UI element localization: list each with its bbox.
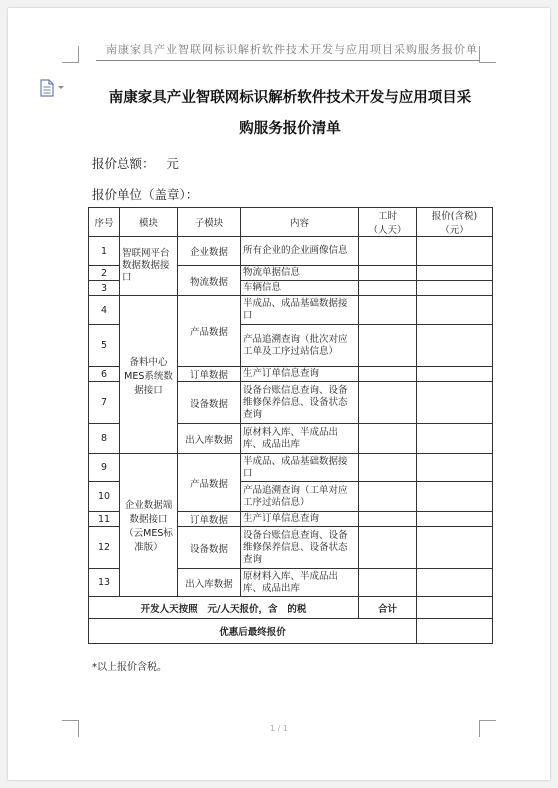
hours-cell[interactable] bbox=[359, 296, 417, 325]
final-price-cell[interactable] bbox=[417, 619, 493, 644]
running-header: 南康家具产业智联网标识解析软件技术开发与应用项目采购服务报价单 bbox=[106, 43, 478, 56]
row-seq: 12 bbox=[89, 527, 120, 569]
hours-cell[interactable] bbox=[359, 569, 417, 597]
header-price bbox=[417, 208, 493, 237]
price-cell[interactable] bbox=[417, 325, 493, 367]
submodule-cell: 企业数据 bbox=[178, 237, 241, 266]
quotation-table bbox=[88, 207, 493, 644]
price-cell[interactable] bbox=[417, 569, 493, 597]
hours-cell[interactable] bbox=[359, 325, 417, 367]
header-rule bbox=[96, 60, 480, 61]
submodule-cell: 出入库数据 bbox=[178, 424, 241, 454]
hours-cell[interactable] bbox=[359, 382, 417, 424]
submodule-cell: 订单数据 bbox=[178, 512, 241, 527]
header-content: 内容 bbox=[241, 208, 359, 237]
total-value-cell[interactable] bbox=[417, 597, 493, 619]
content-cell: 物流单据信息 bbox=[241, 266, 359, 281]
content-cell: 设备台账信息查询、设备维修保养信息、设备状态查询 bbox=[241, 527, 359, 569]
rate-basis-label: 开发人天按照 元/人天报价，含 的税 bbox=[89, 597, 359, 619]
module-cell: 企业数据端数据接口（云MES标准版） bbox=[120, 454, 178, 597]
content-cell: 所有企业的企业画像信息 bbox=[241, 237, 359, 266]
final-price-row bbox=[89, 619, 493, 644]
total-label: 合计 bbox=[359, 597, 417, 619]
price-cell[interactable] bbox=[417, 454, 493, 482]
price-cell[interactable] bbox=[417, 527, 493, 569]
submodule-cell: 物流数据 bbox=[178, 266, 241, 296]
hours-cell[interactable] bbox=[359, 454, 417, 482]
price-cell[interactable] bbox=[417, 281, 493, 296]
module-cell: 备料中心MES系统数据接口 bbox=[120, 296, 178, 454]
table-header-row bbox=[89, 208, 493, 237]
row-seq: 2 bbox=[89, 266, 120, 281]
quoting-unit-label: 报价单位（盖章）： bbox=[92, 187, 199, 202]
row-seq: 8 bbox=[89, 424, 120, 454]
hours-cell[interactable] bbox=[359, 527, 417, 569]
hours-cell[interactable] bbox=[359, 281, 417, 296]
hours-cell[interactable] bbox=[359, 367, 417, 382]
row-seq: 4 bbox=[89, 296, 120, 325]
page-number: 1 / 1 bbox=[270, 724, 288, 733]
hours-cell[interactable] bbox=[359, 482, 417, 512]
tax-footnote: *以上报价含税。 bbox=[92, 662, 167, 673]
document-page bbox=[8, 8, 550, 780]
header-submodule: 子模块 bbox=[178, 208, 241, 237]
summary-row bbox=[89, 597, 493, 619]
row-seq: 3 bbox=[89, 281, 120, 296]
title-line-2: 购服务报价清单 bbox=[239, 120, 341, 137]
hours-cell[interactable] bbox=[359, 512, 417, 527]
total-amount-label: 报价总额： 元 bbox=[92, 156, 179, 171]
row-seq: 11 bbox=[89, 512, 120, 527]
row-seq: 7 bbox=[89, 382, 120, 424]
final-price-label: 优惠后最终报价 bbox=[89, 619, 417, 644]
header-seq: 序号 bbox=[89, 208, 120, 237]
submodule-cell: 设备数据 bbox=[178, 527, 241, 569]
header-price-line2: （元） bbox=[440, 225, 469, 236]
price-cell[interactable] bbox=[417, 237, 493, 266]
document-title bbox=[90, 82, 490, 144]
hours-cell[interactable] bbox=[359, 424, 417, 454]
header-price-line1: 报价(含税) bbox=[431, 211, 478, 222]
document-icon[interactable] bbox=[38, 78, 70, 98]
header-module: 模块 bbox=[120, 208, 178, 237]
submodule-cell: 设备数据 bbox=[178, 382, 241, 424]
content-cell: 半成品、成品基础数据接口 bbox=[241, 296, 359, 325]
header-hours-line2: （人天） bbox=[368, 225, 407, 236]
row-seq: 5 bbox=[89, 325, 120, 367]
row-seq: 10 bbox=[89, 482, 120, 512]
table-row bbox=[89, 237, 493, 266]
content-cell: 生产订单信息查询 bbox=[241, 512, 359, 527]
price-cell[interactable] bbox=[417, 296, 493, 325]
submodule-cell: 产品数据 bbox=[178, 296, 241, 367]
price-cell[interactable] bbox=[417, 512, 493, 527]
module-cell: 智联网平台数据数据接口 bbox=[120, 237, 178, 296]
content-cell: 原材料入库、半成品出库、成品出库 bbox=[241, 424, 359, 454]
row-seq: 6 bbox=[89, 367, 120, 382]
submodule-cell: 订单数据 bbox=[178, 367, 241, 382]
table-row bbox=[89, 296, 493, 325]
row-seq: 1 bbox=[89, 237, 120, 266]
title-line-1: 南康家具产业智联网标识解析软件技术开发与应用项目采 bbox=[108, 89, 472, 106]
content-cell: 生产订单信息查询 bbox=[241, 367, 359, 382]
price-cell[interactable] bbox=[417, 424, 493, 454]
price-cell[interactable] bbox=[417, 367, 493, 382]
content-cell: 车辆信息 bbox=[241, 281, 359, 296]
page-corner-mark bbox=[479, 46, 496, 63]
page-corner-mark bbox=[62, 46, 79, 63]
hours-cell[interactable] bbox=[359, 237, 417, 266]
price-cell[interactable] bbox=[417, 482, 493, 512]
price-cell[interactable] bbox=[417, 382, 493, 424]
header-hours bbox=[359, 208, 417, 237]
content-cell: 原材料入库、半成品出库、成品出库 bbox=[241, 569, 359, 597]
header-hours-line1: 工时 bbox=[377, 211, 397, 222]
hours-cell[interactable] bbox=[359, 266, 417, 281]
content-cell: 设备台账信息查询、设备维修保养信息、设备状态查询 bbox=[241, 382, 359, 424]
content-cell: 半成品、成品基础数据接口 bbox=[241, 454, 359, 482]
row-seq: 9 bbox=[89, 454, 120, 482]
table-row bbox=[89, 454, 493, 482]
content-cell: 产品追溯查询（批次对应工单及工序过站信息） bbox=[241, 325, 359, 367]
submodule-cell: 产品数据 bbox=[178, 454, 241, 512]
content-cell: 产品追溯查询（工单对应工序过站信息） bbox=[241, 482, 359, 512]
price-cell[interactable] bbox=[417, 266, 493, 281]
submodule-cell: 出入库数据 bbox=[178, 569, 241, 597]
row-seq: 13 bbox=[89, 569, 120, 597]
